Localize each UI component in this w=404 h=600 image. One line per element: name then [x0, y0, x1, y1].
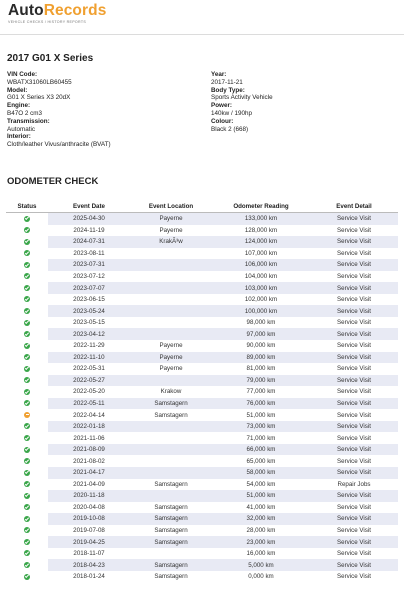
status-cell — [6, 328, 48, 340]
odometer-reading-cell: 124,000 km — [212, 236, 310, 248]
event-date-cell: 2022-01-18 — [48, 421, 130, 433]
info-value: Automatic — [7, 125, 35, 133]
event-date-cell: 2024-07-31 — [48, 236, 130, 248]
check-circle-icon — [24, 504, 30, 510]
odometer-reading-cell: 71,000 km — [246, 434, 276, 442]
event-detail-cell: Service Visit — [310, 421, 398, 433]
event-date-cell: 2019-07-08 — [73, 527, 105, 535]
event-detail-cell: Service Visit — [310, 536, 398, 548]
status-cell — [6, 340, 48, 352]
table-row — [6, 432, 398, 444]
event-detail-cell: Service Visit — [310, 328, 398, 340]
event-location-cell: Samstagern — [154, 503, 188, 511]
event-location-cell: Payerne — [130, 352, 212, 364]
table-row — [6, 548, 398, 560]
column-header-event-detail: Event Detail — [310, 201, 398, 213]
check-circle-icon — [24, 227, 30, 233]
table-row — [6, 513, 398, 525]
table-row — [6, 259, 398, 271]
event-date-cell: 2022-05-20 — [73, 388, 105, 396]
event-location-cell: Payerne — [130, 213, 212, 225]
odometer-reading-cell: 90,000 km — [246, 342, 276, 350]
info-value: Cloth/leather Vivus/anthracite (BVAT) — [7, 141, 111, 149]
check-circle-icon — [24, 377, 30, 383]
status-cell — [6, 444, 48, 456]
status-cell — [6, 502, 48, 514]
table-row — [6, 386, 398, 398]
table-row — [6, 444, 398, 456]
event-date-cell: 2022-11-10 — [48, 352, 130, 364]
table-row — [6, 328, 398, 340]
odometer-reading-cell: 81,000 km — [246, 365, 276, 373]
check-circle-icon — [24, 481, 30, 487]
logo-text-records: Records — [43, 2, 107, 19]
odometer-reading-cell: 102,000 km — [244, 296, 278, 304]
event-date-cell: 2021-08-09 — [48, 444, 130, 456]
status-cell — [6, 259, 48, 271]
table-row — [6, 248, 398, 260]
check-circle-icon — [24, 354, 30, 360]
event-location-cell: Payerne — [159, 365, 183, 373]
event-location-cell — [130, 248, 212, 260]
event-location-cell: Samstagern — [130, 513, 212, 525]
event-detail-cell: Service Visit — [337, 342, 371, 350]
event-detail-cell: Service Visit — [310, 375, 398, 387]
check-circle-icon — [24, 435, 30, 441]
check-circle-icon — [24, 562, 30, 568]
odometer-reading-cell: 32,000 km — [212, 513, 310, 525]
status-cell — [6, 455, 48, 467]
odometer-table-body — [6, 213, 398, 583]
event-detail-cell: Repair Jobs — [337, 480, 371, 488]
event-detail-cell: Service Visit — [310, 236, 398, 248]
vehicle-title: 2017 G01 X Series — [7, 53, 94, 64]
vehicle-info-left — [7, 71, 197, 149]
check-circle-icon — [24, 285, 30, 291]
event-date-cell: 2021-08-02 — [73, 457, 105, 465]
odometer-reading-cell: 104,000 km — [244, 273, 278, 280]
status-cell — [6, 421, 48, 433]
event-detail-cell: Service Visit — [337, 457, 371, 465]
check-circle-icon — [24, 250, 30, 256]
event-detail-cell: Service Visit — [337, 365, 371, 373]
check-circle-icon — [24, 447, 30, 453]
event-date-cell: 2022-05-11 — [48, 398, 130, 410]
odometer-reading-cell: 54,000 km — [246, 480, 276, 488]
status-cell — [6, 225, 48, 237]
column-header-status: Status — [6, 201, 48, 213]
status-cell — [6, 386, 48, 398]
odometer-reading-cell: 73,000 km — [212, 421, 310, 433]
event-date-cell: 2018-11-07 — [73, 550, 105, 558]
status-cell — [6, 375, 48, 387]
event-detail-cell: Service Visit — [337, 296, 371, 304]
odometer-reading-cell: 77,000 km — [246, 388, 276, 396]
status-cell — [6, 479, 48, 491]
event-location-cell: Samstagern — [130, 559, 212, 571]
status-cell — [6, 305, 48, 317]
event-location-cell — [130, 328, 212, 340]
status-cell — [6, 248, 48, 260]
odometer-reading-cell: 128,000 km — [244, 226, 278, 234]
odometer-reading-cell: 97,000 km — [212, 328, 310, 340]
event-location-cell: Samstagern — [130, 536, 212, 548]
check-circle-icon — [24, 320, 30, 326]
vehicle-info-right — [211, 71, 401, 133]
status-cell — [6, 467, 48, 479]
table-row — [6, 467, 398, 479]
event-date-cell: 2021-04-09 — [73, 480, 105, 488]
event-date-cell: 2021-11-06 — [73, 434, 105, 442]
event-location-cell: Krakow — [160, 388, 182, 396]
table-row — [6, 352, 398, 364]
odometer-reading-cell: 41,000 km — [246, 503, 276, 511]
event-date-cell: 2022-05-31 — [73, 365, 105, 373]
odometer-header-row — [6, 201, 398, 213]
info-label: Year: — [211, 71, 227, 78]
info-label: VIN Code: — [7, 71, 38, 78]
odometer-reading-cell: 51,000 km — [212, 490, 310, 502]
check-circle-icon — [24, 216, 30, 222]
event-detail-cell: Service Visit — [337, 226, 371, 234]
event-date-cell: 2020-04-08 — [73, 503, 105, 511]
event-detail-cell: Service Visit — [310, 305, 398, 317]
check-circle-icon — [24, 308, 30, 314]
column-header-event-location: Event Location — [130, 201, 212, 213]
event-location-cell — [130, 421, 212, 433]
info-label: Body Type: — [211, 86, 245, 94]
status-cell — [6, 559, 48, 571]
odometer-reading-cell: 0,000 km — [248, 573, 274, 581]
event-detail-cell: Service Visit — [310, 398, 398, 410]
event-location-cell — [130, 490, 212, 502]
table-row — [6, 536, 398, 548]
info-label: Transmission: — [7, 117, 50, 125]
odometer-reading-cell: 51,000 km — [246, 411, 276, 419]
event-detail-cell: Service Visit — [310, 259, 398, 271]
event-date-cell: 2023-07-12 — [73, 273, 105, 280]
status-cell — [6, 548, 48, 560]
status-cell — [6, 317, 48, 329]
event-detail-cell: Service Visit — [337, 550, 371, 558]
event-detail-cell: Service Visit — [337, 527, 371, 535]
event-detail-cell: Service Visit — [310, 513, 398, 525]
check-circle-icon — [24, 550, 30, 556]
info-label: Interior: — [7, 133, 31, 141]
event-location-cell — [130, 432, 212, 444]
table-row — [6, 571, 398, 583]
check-circle-icon — [24, 458, 30, 464]
event-location-cell: Samstagern — [154, 527, 188, 535]
status-cell — [6, 213, 48, 225]
odometer-reading-cell: 79,000 km — [212, 375, 310, 387]
info-value: WBATX31060LB60455 — [7, 78, 72, 86]
event-detail-cell: Service Visit — [337, 573, 371, 581]
event-detail-cell: Service Visit — [337, 503, 371, 511]
event-location-cell — [130, 548, 212, 560]
table-row — [6, 421, 398, 433]
event-detail-cell: Service Visit — [310, 490, 398, 502]
event-location-cell — [130, 271, 212, 283]
odometer-reading-cell: 106,000 km — [212, 259, 310, 271]
event-detail-cell: Service Visit — [337, 273, 371, 280]
event-location-cell: Samstagern — [154, 573, 188, 581]
event-date-cell: 2019-04-25 — [48, 536, 130, 548]
info-value: G01 X Series X3 20dX — [7, 94, 71, 102]
info-value: 140kw / 190hp — [211, 109, 252, 117]
check-circle-icon — [24, 470, 30, 476]
event-date-cell: 2022-11-29 — [73, 342, 105, 350]
odometer-reading-cell: 16,000 km — [246, 550, 276, 558]
status-cell — [6, 282, 48, 294]
odometer-reading-cell: 89,000 km — [212, 352, 310, 364]
info-value: Sports Activity Vehicle — [211, 94, 273, 102]
table-row — [6, 340, 398, 352]
odometer-reading-cell: 100,000 km — [212, 305, 310, 317]
event-date-cell: 2023-05-15 — [73, 319, 105, 327]
status-cell — [6, 236, 48, 248]
odometer-reading-cell: 58,000 km — [212, 467, 310, 479]
status-cell — [6, 432, 48, 444]
event-location-cell — [130, 317, 212, 329]
info-label: Engine: — [7, 102, 31, 110]
logo-text-auto: Auto — [8, 2, 44, 19]
status-cell — [6, 363, 48, 375]
event-date-cell: 2020-11-18 — [48, 490, 130, 502]
info-value: B47O 2 cm3 — [7, 109, 42, 117]
event-detail-cell: Service Visit — [310, 213, 398, 225]
status-cell — [6, 294, 48, 306]
event-location-cell — [130, 444, 212, 456]
event-date-cell: 2023-06-15 — [73, 296, 105, 304]
event-date-cell: 2023-08-11 — [73, 249, 105, 257]
table-row — [6, 282, 398, 294]
check-circle-icon — [24, 366, 30, 372]
event-location-cell — [130, 455, 212, 467]
check-circle-icon — [24, 574, 30, 580]
event-detail-cell: Service Visit — [310, 559, 398, 571]
event-date-cell: 2021-04-17 — [48, 467, 130, 479]
table-row — [6, 294, 398, 306]
event-location-cell — [130, 282, 212, 294]
odometer-reading-cell: 65,000 km — [246, 457, 276, 465]
event-location-cell — [130, 467, 212, 479]
check-circle-icon — [24, 239, 30, 245]
info-value: 2017-11-21 — [211, 78, 243, 86]
odometer-reading-cell: 76,000 km — [212, 398, 310, 410]
table-row — [6, 305, 398, 317]
check-circle-icon — [24, 423, 30, 429]
check-circle-icon — [24, 400, 30, 406]
info-label: Colour: — [211, 117, 234, 125]
event-detail-cell: Service Visit — [310, 467, 398, 479]
event-location-cell: Samstagern — [154, 411, 188, 419]
table-row — [6, 479, 398, 491]
event-detail-cell: Service Visit — [337, 388, 371, 396]
table-row — [6, 236, 398, 248]
event-detail-cell: Service Visit — [310, 352, 398, 364]
table-row — [6, 375, 398, 387]
check-circle-icon — [24, 527, 30, 533]
event-date-cell: 2023-04-12 — [48, 328, 130, 340]
table-row — [6, 490, 398, 502]
column-header-event-date: Event Date — [48, 201, 130, 213]
event-date-cell: 2018-04-23 — [48, 559, 130, 571]
check-circle-icon — [24, 493, 30, 499]
event-detail-cell: Service Visit — [310, 444, 398, 456]
check-circle-icon — [24, 343, 30, 349]
table-row — [6, 409, 398, 421]
odometer-reading-cell: 66,000 km — [212, 444, 310, 456]
check-circle-icon — [24, 262, 30, 268]
event-detail-cell: Service Visit — [310, 282, 398, 294]
status-cell — [6, 525, 48, 537]
table-row — [6, 502, 398, 514]
info-label: Model: — [7, 86, 28, 94]
table-row — [6, 225, 398, 237]
check-circle-icon — [24, 296, 30, 302]
status-cell — [6, 490, 48, 502]
event-date-cell: 2023-05-24 — [48, 305, 130, 317]
info-label: Power: — [211, 102, 232, 110]
warning-circle-icon — [24, 412, 30, 418]
table-row — [6, 398, 398, 410]
event-location-cell: Payerne — [159, 342, 183, 350]
table-row — [6, 271, 398, 283]
event-location-cell: Samstagern — [130, 398, 212, 410]
check-circle-icon — [24, 331, 30, 337]
event-location-cell: Payerne — [159, 226, 183, 234]
status-cell — [6, 271, 48, 283]
event-date-cell: 2018-01-24 — [73, 573, 105, 581]
odometer-check-heading: ODOMETER CHECK — [7, 176, 99, 187]
status-cell — [6, 409, 48, 421]
odometer-reading-cell: 133,000 km — [212, 213, 310, 225]
event-location-cell — [130, 259, 212, 271]
status-cell — [6, 571, 48, 583]
status-cell — [6, 536, 48, 548]
event-location-cell — [130, 294, 212, 306]
odometer-reading-cell: 107,000 km — [244, 249, 278, 257]
event-date-cell: 2025-04-30 — [48, 213, 130, 225]
event-location-cell: KrakÃ³w — [130, 236, 212, 248]
event-detail-cell: Service Visit — [337, 319, 371, 327]
event-location-cell — [130, 375, 212, 387]
odometer-reading-cell: 28,000 km — [246, 527, 276, 535]
event-detail-cell: Service Visit — [337, 411, 371, 419]
odometer-reading-cell: 98,000 km — [246, 319, 276, 327]
event-location-cell — [130, 305, 212, 317]
event-location-cell: Samstagern — [154, 480, 188, 488]
event-date-cell: 2022-04-14 — [73, 411, 105, 419]
event-detail-cell: Service Visit — [337, 249, 371, 257]
odometer-reading-cell: 103,000 km — [212, 282, 310, 294]
report-header — [0, 0, 404, 35]
check-circle-icon — [24, 539, 30, 545]
status-cell — [6, 513, 48, 525]
table-row — [6, 363, 398, 375]
check-circle-icon — [24, 273, 30, 279]
logo-tagline: VEHICLE CHECKS / HISTORY REPORTS — [8, 20, 87, 24]
autorecords-logo[interactable] — [8, 3, 106, 24]
event-date-cell: 2023-07-07 — [48, 282, 130, 294]
status-cell — [6, 398, 48, 410]
column-header-odometer-reading: Odometer Reading — [212, 201, 310, 213]
table-row — [6, 455, 398, 467]
status-cell — [6, 352, 48, 364]
table-row — [6, 559, 398, 571]
table-row — [6, 213, 398, 225]
odometer-reading-cell: 5,000 km — [212, 559, 310, 571]
table-row — [6, 317, 398, 329]
event-date-cell: 2023-07-31 — [48, 259, 130, 271]
event-date-cell: 2019-10-08 — [48, 513, 130, 525]
event-detail-cell: Service Visit — [337, 434, 371, 442]
check-circle-icon — [24, 389, 30, 395]
info-value: Black 2 (668) — [211, 125, 249, 133]
check-circle-icon — [24, 516, 30, 522]
odometer-reading-cell: 23,000 km — [212, 536, 310, 548]
odometer-table — [6, 201, 398, 583]
table-row — [6, 525, 398, 537]
event-date-cell: 2022-05-27 — [48, 375, 130, 387]
event-date-cell: 2024-11-19 — [73, 226, 105, 234]
